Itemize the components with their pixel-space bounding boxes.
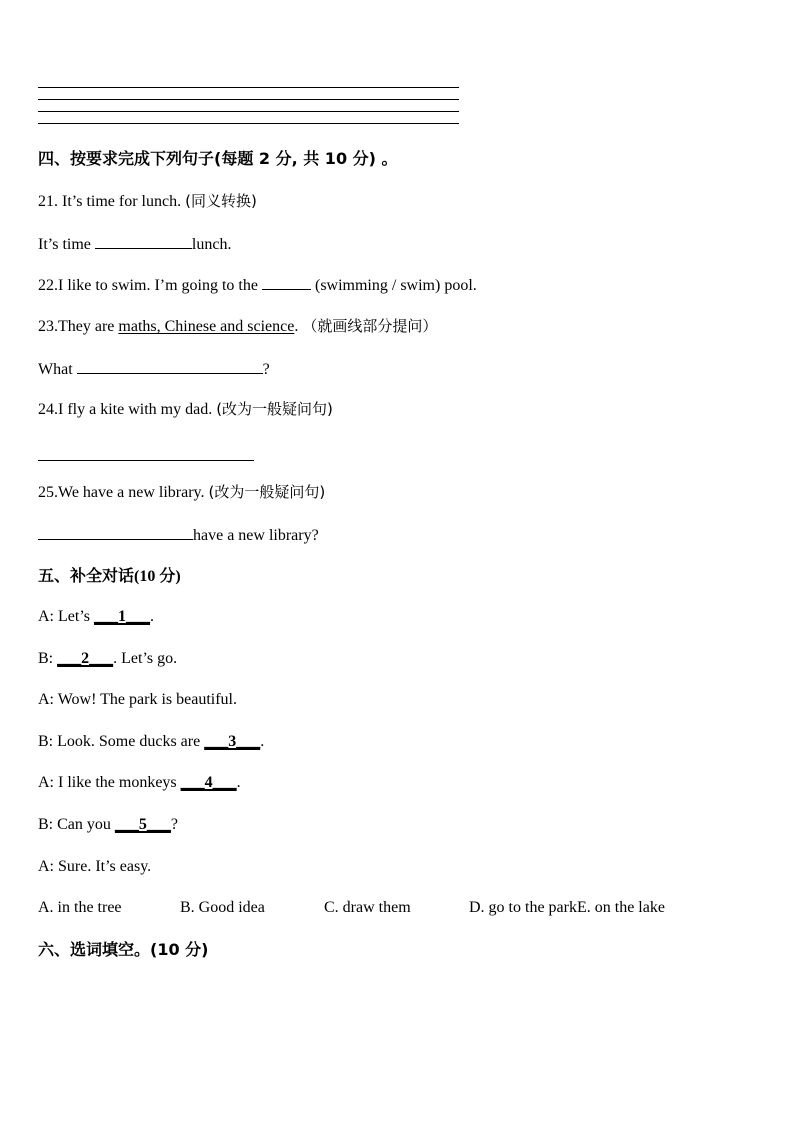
dialogue-text-end: . [260,733,265,750]
section-score: (10 分) [134,568,181,585]
dialogue-text-end: ? [170,816,179,833]
answer-line-4[interactable] [38,123,459,124]
dialogue-text-end: . Let’s go. [113,650,178,667]
speaker: A: [38,774,58,791]
section-6-title: 六、选词填空。(10 分) [38,940,209,959]
speaker: A: [38,691,58,708]
dialogue-line-1 [38,607,154,627]
question-hint: (改为一般疑问句) [216,400,333,418]
dialogue-text: Let’s [58,608,94,625]
answer-suffix: have a new library? [193,527,319,544]
question-number: 25. [38,484,58,501]
section-5-title [38,566,181,587]
answer-prefix: What [38,361,77,378]
question-number: 23. [38,318,58,335]
question-25 [38,482,325,503]
dialogue-text: Look. Some ducks are [57,733,205,750]
section-title: 五、补全对话 [38,566,135,585]
dialogue-line-5 [38,773,241,793]
question-hint: （就画线部分提问） [302,317,438,335]
question-text-end: . [294,318,303,335]
answer-23 [38,358,270,380]
dialogue-text: Can you [57,816,115,833]
question-22 [38,274,477,296]
question-text: I like to swim. I’m going to the [58,277,262,294]
option-d: D. go to the park [469,899,577,916]
speaker: A: [38,608,58,625]
answer-25 [38,524,319,546]
speaker: A: [38,858,58,875]
dialogue-text: I like the monkeys [58,774,181,791]
dialogue-blank-1[interactable]: ___1___ [94,608,150,625]
underlined-phrase: maths, Chinese and science [118,318,295,335]
dialogue-text-end: . [150,608,154,625]
answer-blank[interactable] [77,358,263,374]
question-24 [38,399,333,420]
option-c: C. draw them [324,899,411,916]
answer-blank[interactable] [95,233,192,249]
question-text: I fly a kite with my dad. [58,401,217,418]
answer-suffix: ? [262,361,270,378]
dialogue-line-3 [38,690,237,710]
dialogue-text-end: . [236,774,241,791]
dialogue-text: Sure. It’s easy. [58,858,152,875]
question-text: It’s time for lunch. [58,193,186,210]
option-b: B. Good idea [180,899,265,916]
option-a: A. in the tree [38,899,122,916]
speaker: B: [38,816,58,833]
answer-suffix: lunch. [191,236,232,253]
question-hint: (改为一般疑问句) [208,483,326,501]
option-d-e [469,898,665,918]
dialogue-text: Wow! The park is beautiful. [57,691,237,708]
dialogue-line-4 [38,732,264,752]
answer-line-1[interactable] [38,87,459,88]
question-text: We have a new library. [58,484,209,501]
question-number: 24. [38,401,58,418]
question-23 [38,316,437,337]
question-number: 22. [38,277,58,294]
question-text: They are [58,318,119,335]
dialogue-line-2 [38,649,177,669]
dialogue-line-6 [38,815,178,835]
dialogue-blank-5[interactable]: ___5___ [114,816,171,833]
question-hint: (同义转换) [185,192,257,210]
answer-21 [38,233,231,255]
question-number: 21. [38,193,58,210]
question-21 [38,191,257,212]
dialogue-blank-4[interactable]: ___4___ [180,774,237,791]
speaker: B: [38,650,58,667]
dialogue-blank-3[interactable]: ___3___ [204,733,261,750]
answer-line-2[interactable] [38,99,459,100]
answer-line-3[interactable] [38,111,459,112]
section-4-title: 四、按要求完成下列句子(每题 2 分, 共 10 分) 。 [38,149,398,168]
speaker: B: [38,733,58,750]
dialogue-line-7 [38,857,151,877]
question-text-end: (swimming / swim) pool. [310,277,477,294]
answer-24-line[interactable] [38,460,254,461]
dialogue-blank-2[interactable]: ___2___ [57,650,114,667]
answer-prefix: It’s time [38,236,95,253]
answer-blank[interactable] [38,524,193,540]
option-e: E. on the lake [576,899,665,916]
answer-blank[interactable] [262,274,311,290]
